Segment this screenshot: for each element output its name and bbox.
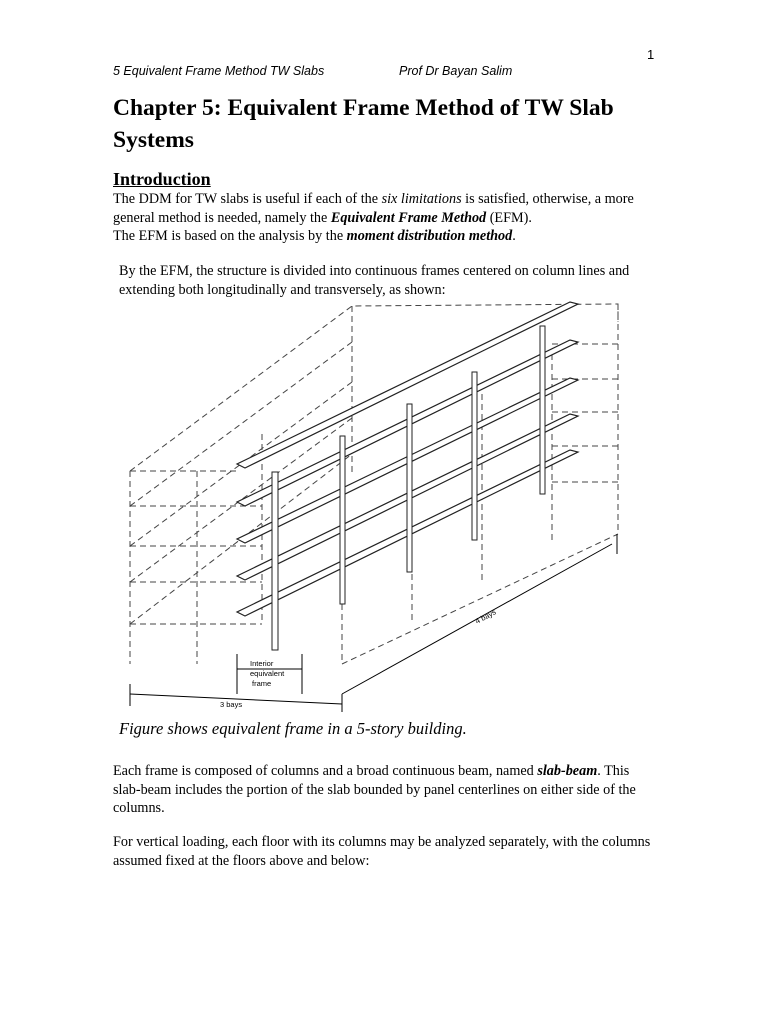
label-interior: Interior [250,659,274,668]
intro-text: (EFM). [486,209,532,226]
intro-text: . [512,228,516,244]
section-heading: Introduction [113,169,211,189]
slab-beam-text: Each frame is composed of columns and a broad continuous beam, named [113,763,538,779]
intro-text: The DDM for TW slabs is useful if each of the [113,191,382,207]
intro-text: is satisfied, otherwise, a more general method is needed, namely the [113,191,634,226]
efm-paragraph: By the EFM, the structure is divided into continuous frames centered on column lines and extending both longitudinally and transversely, as shown: [119,263,630,298]
vertical-loading-paragraph: For vertical loading, each floor with its columns may be analyzed separately, with the columns assumed fixed at the floors above and below: [113,834,651,869]
six-limitations-emphasis: six limitations [381,191,462,207]
efm-emphasis: Equivalent Frame Method [330,209,487,226]
label-4-bays: 4 bays [473,607,498,626]
label-equivalent: equivalent [250,669,285,678]
header-right: Prof Dr Bayan Salim [399,64,513,78]
equivalent-frame-figure [112,294,632,712]
figure-caption: Figure shows equivalent frame in a 5-story building. [119,719,467,738]
intro-paragraph [113,190,653,246]
header-left: 5 Equivalent Frame Method TW Slabs [113,64,325,78]
label-3-bays: 3 bays [220,700,243,709]
page-number: 1 [647,47,655,62]
moment-distribution-emphasis: moment distribution method [346,228,513,244]
chapter-title: Chapter 5: Equivalent Frame Method of TW Slab Systems [113,95,614,153]
label-frame: frame [252,679,272,688]
intro-text: The EFM is based on the analysis by the [113,228,347,244]
slab-beam-paragraph [113,762,653,818]
slab-beam-text: . This slab-beam includes the portion of the slab bounded by panel centerlines on either side of the columns. [113,763,636,816]
slab-beam-emphasis: slab-beam [537,763,598,779]
